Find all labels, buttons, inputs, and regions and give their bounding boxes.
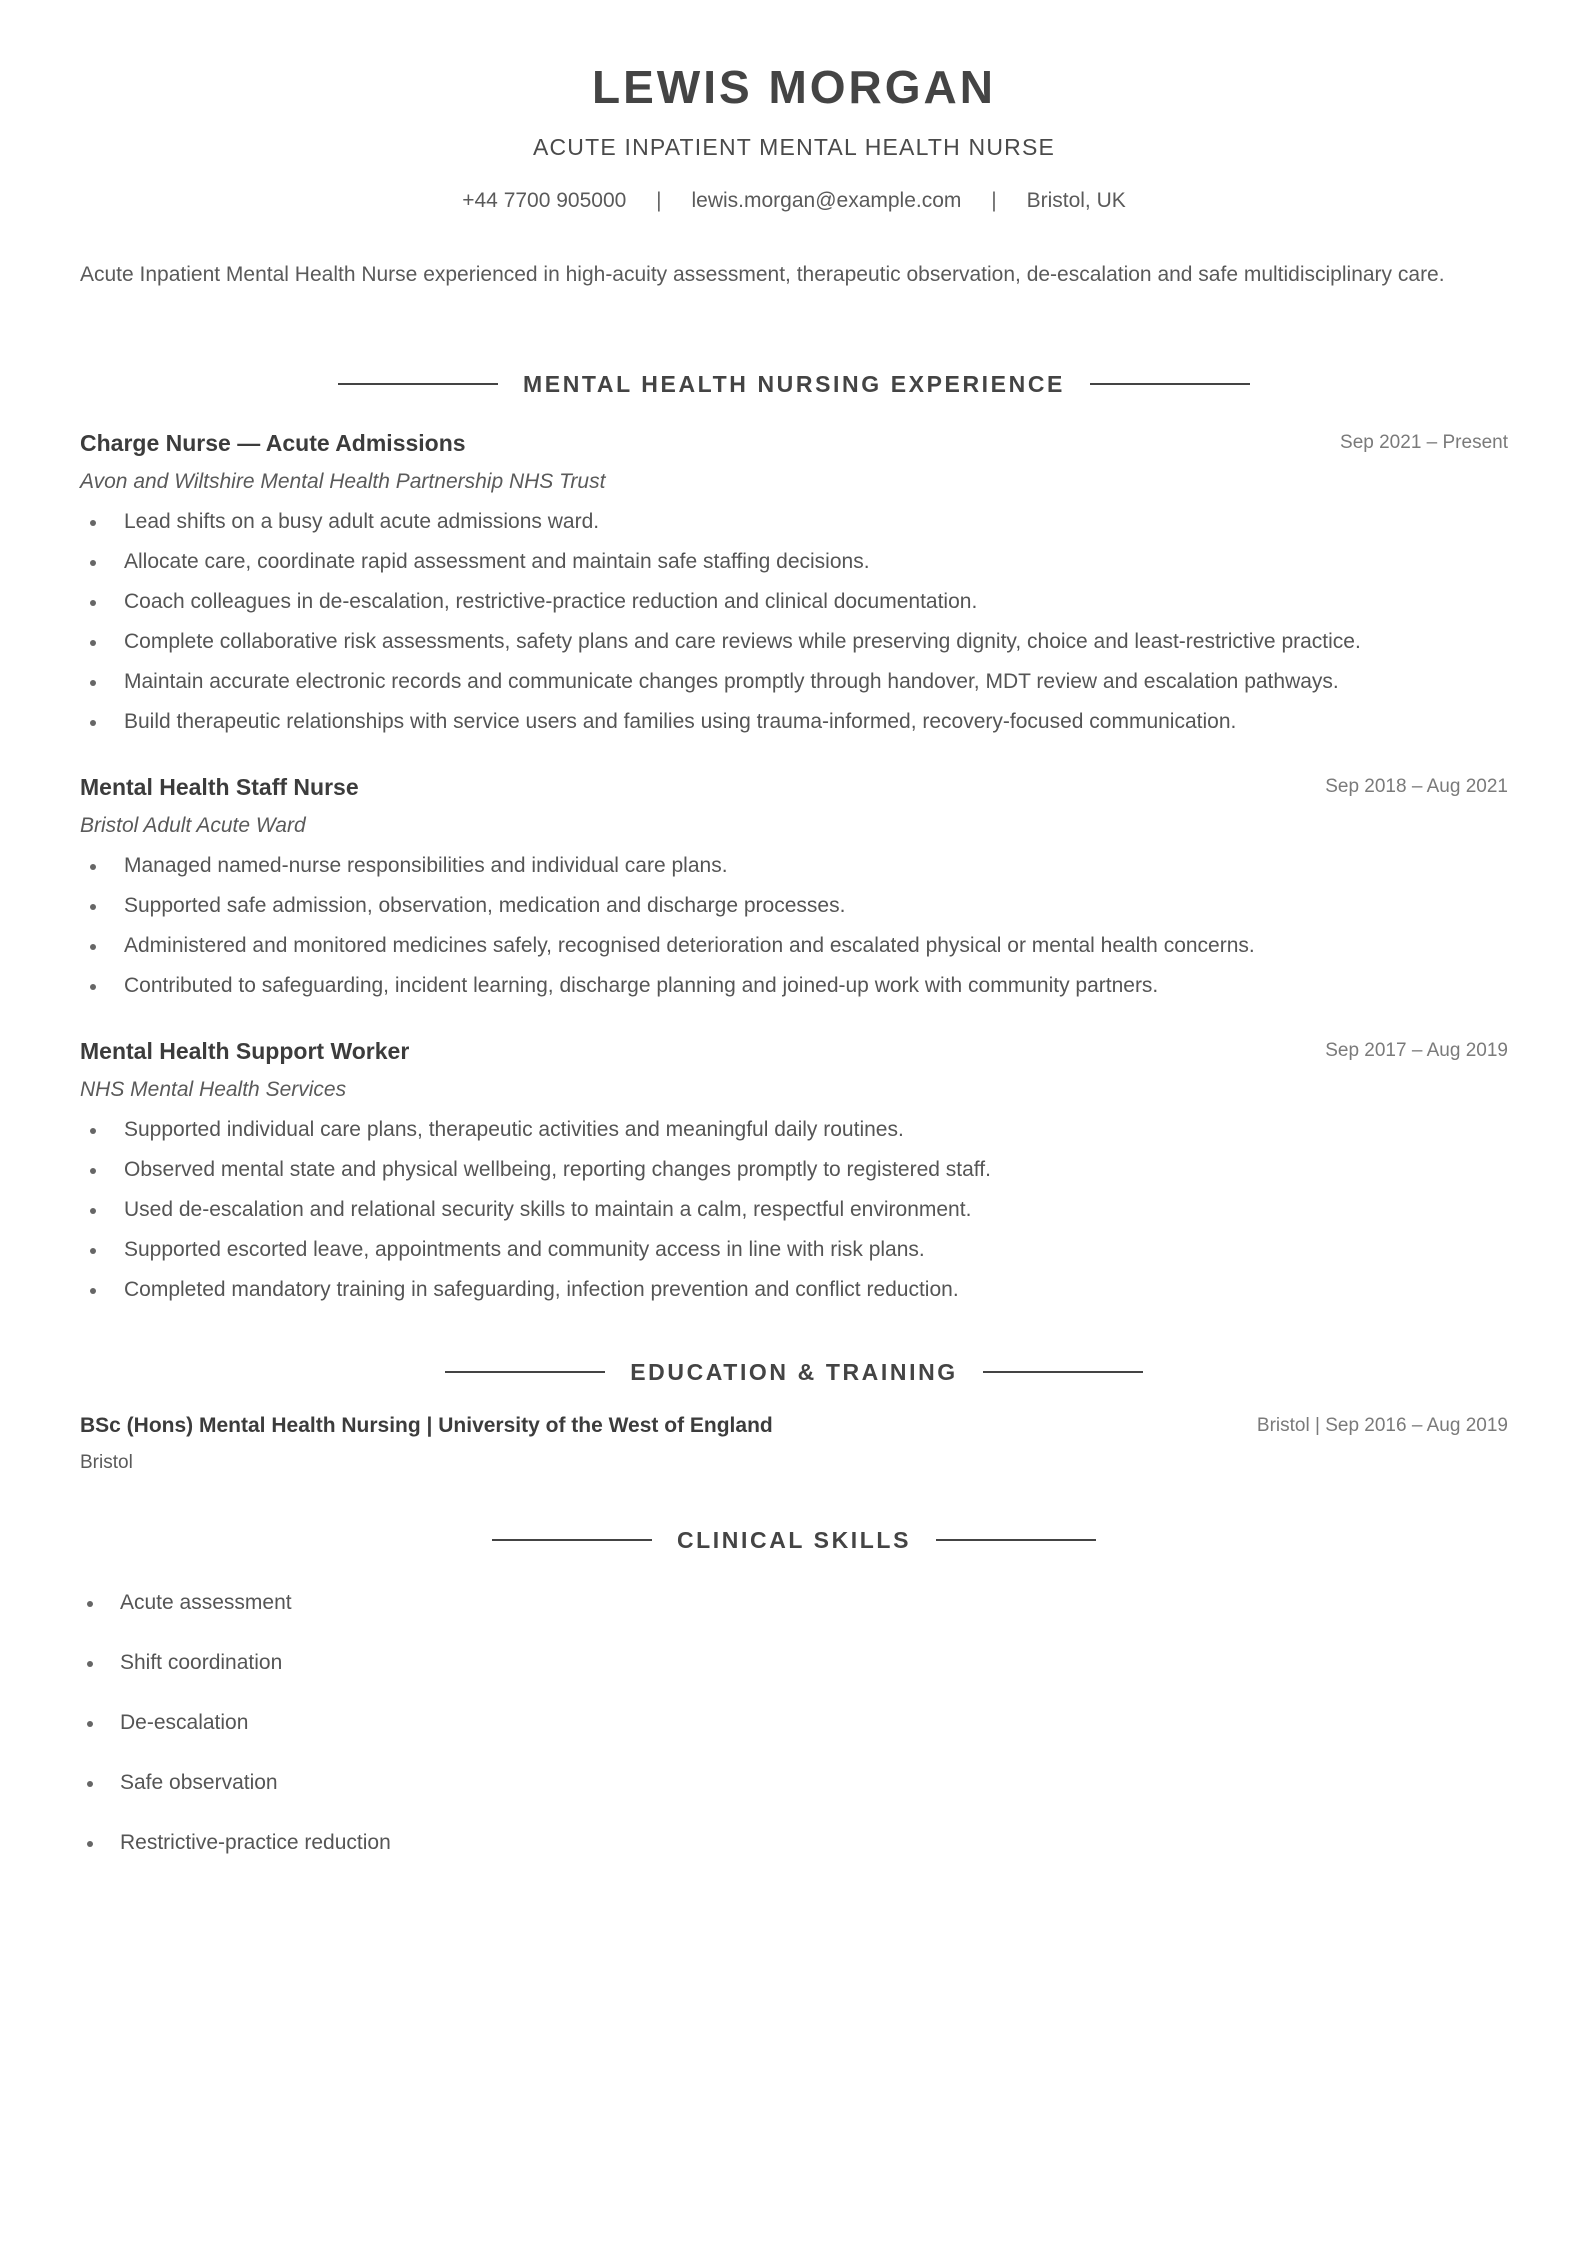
candidate-name: LEWIS MORGAN bbox=[592, 61, 996, 113]
email-address: lewis.morgan@example.com bbox=[691, 189, 962, 212]
job-dates: Sep 2018 – Aug 2021 bbox=[1325, 776, 1508, 797]
job-organisation: Avon and Wiltshire Mental Health Partnership NHS Trust bbox=[80, 470, 606, 493]
job-bullet: Lead shifts on a busy adult acute admissions ward. bbox=[80, 502, 1361, 542]
experience-heading-text: MENTAL HEALTH NURSING EXPERIENCE bbox=[523, 370, 1065, 397]
job-dates: Sep 2021 – Present bbox=[1340, 432, 1508, 453]
job-title: Mental Health Staff Nurse bbox=[80, 774, 359, 800]
education-meta: Bristol | Sep 2016 – Aug 2019 bbox=[1256, 1415, 1508, 1436]
skill-item: Restrictive-practice reduction bbox=[80, 1825, 391, 1885]
heading-rule bbox=[492, 1539, 652, 1541]
skills-heading-text: CLINICAL SKILLS bbox=[676, 1526, 912, 1553]
job-organisation: NHS Mental Health Services bbox=[80, 1078, 347, 1101]
job-bullet: Observed mental state and physical wellbeing, reporting changes promptly to registered staff. bbox=[80, 1150, 991, 1190]
skill-item: De-escalation bbox=[80, 1705, 391, 1765]
skills-list bbox=[80, 1585, 391, 1885]
job-bullet-list bbox=[80, 502, 1361, 742]
heading-rule bbox=[936, 1539, 1096, 1541]
job-bullet: Supported escorted leave, appointments and community access in line with risk plans. bbox=[80, 1230, 991, 1270]
job-bullet: Managed named-nurse responsibilities and individual care plans. bbox=[80, 846, 1255, 886]
education-section-heading bbox=[80, 1357, 1508, 1387]
profile-summary: Acute Inpatient Mental Health Nurse experienced in high-acuity assessment, therapeutic observation, de-escalation and safe multidisciplinary care. bbox=[80, 263, 1445, 286]
job-bullet: Administered and monitored medicines safely, recognised deterioration and escalated physical or mental health concerns. bbox=[80, 926, 1255, 966]
job-bullet: Completed mandatory training in safeguarding, infection prevention and conflict reduction. bbox=[80, 1270, 991, 1310]
job-bullet: Maintain accurate electronic records and communicate changes promptly through handover, MDT review and escalation pathways. bbox=[80, 662, 1361, 702]
contact-line bbox=[80, 189, 1508, 213]
job-bullet: Supported safe admission, observation, medication and discharge processes. bbox=[80, 886, 1255, 926]
phone-number: +44 7700 905000 bbox=[462, 189, 627, 212]
job-organisation: Bristol Adult Acute Ward bbox=[80, 814, 306, 837]
experience-section-heading bbox=[80, 369, 1508, 399]
heading-rule bbox=[445, 1371, 605, 1373]
heading-rule bbox=[1090, 383, 1250, 385]
skill-item: Shift coordination bbox=[80, 1645, 391, 1705]
job-bullet: Contributed to safeguarding, incident learning, discharge planning and joined-up work with community partners. bbox=[80, 966, 1255, 1006]
job-title: Charge Nurse — Acute Admissions bbox=[80, 430, 466, 456]
job-bullet: Complete collaborative risk assessments, safety plans and care reviews while preserving dignity, choice and least-restrictive practice. bbox=[80, 622, 1361, 662]
skill-item: Safe observation bbox=[80, 1765, 391, 1825]
location: Bristol, UK bbox=[1026, 189, 1126, 212]
heading-rule bbox=[983, 1371, 1143, 1373]
candidate-role: ACUTE INPATIENT MENTAL HEALTH NURSE bbox=[532, 134, 1056, 160]
contact-separator: | bbox=[656, 189, 662, 212]
job-bullet: Allocate care, coordinate rapid assessment and maintain safe staffing decisions. bbox=[80, 542, 1361, 582]
degree-title: BSc (Hons) Mental Health Nursing | University of the West of England bbox=[80, 1414, 773, 1437]
job-bullet: Build therapeutic relationships with service users and families using trauma-informed, recovery-focused communication. bbox=[80, 702, 1361, 742]
job-bullet-list bbox=[80, 1110, 991, 1310]
education-heading-text: EDUCATION & TRAINING bbox=[630, 1358, 958, 1385]
job-bullet-list bbox=[80, 846, 1255, 1006]
skills-section-heading bbox=[80, 1525, 1508, 1555]
contact-separator: | bbox=[991, 189, 997, 212]
job-dates: Sep 2017 – Aug 2019 bbox=[1325, 1040, 1508, 1061]
job-bullet: Used de-escalation and relational security skills to maintain a calm, respectful environment. bbox=[80, 1190, 991, 1230]
skill-item: Acute assessment bbox=[80, 1585, 391, 1645]
job-bullet: Supported individual care plans, therapeutic activities and meaningful daily routines. bbox=[80, 1110, 991, 1150]
heading-rule bbox=[338, 383, 498, 385]
job-title: Mental Health Support Worker bbox=[80, 1038, 410, 1064]
education-location: Bristol bbox=[80, 1452, 133, 1473]
job-bullet: Coach colleagues in de-escalation, restrictive-practice reduction and clinical documentation. bbox=[80, 582, 1361, 622]
